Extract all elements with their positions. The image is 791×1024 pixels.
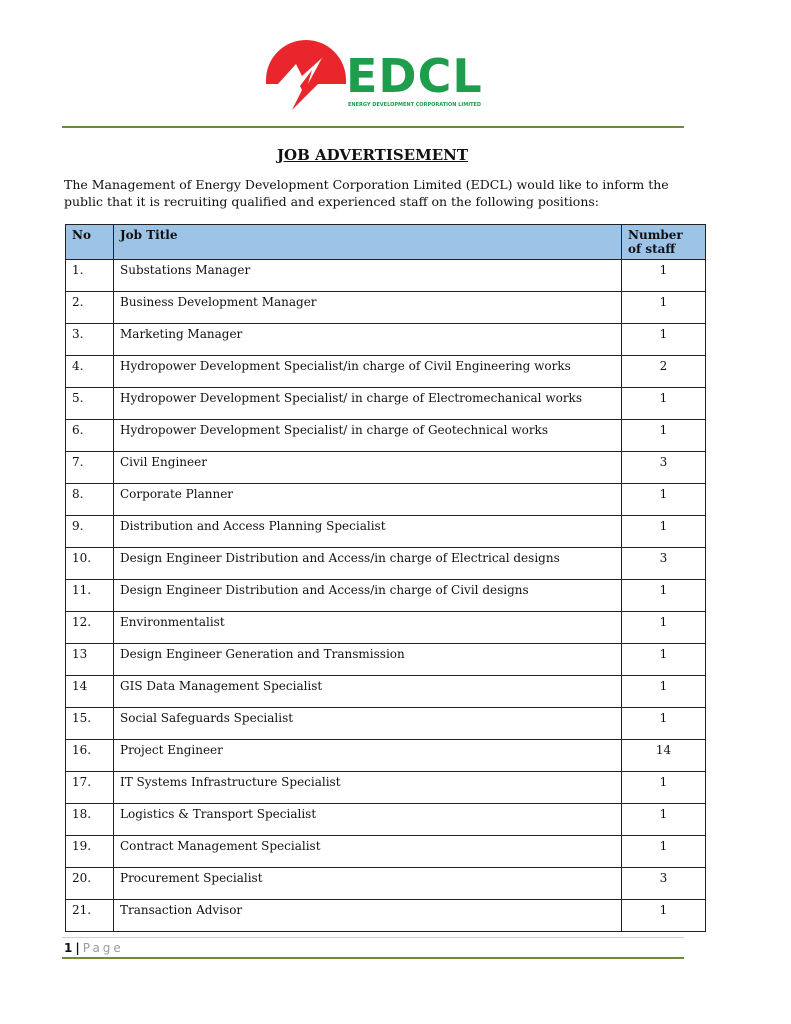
row-job-title: IT Systems Infrastructure Specialist [114,772,622,804]
row-staff-count: 3 [622,548,706,580]
table-row [66,612,706,644]
row-job-title: Hydropower Development Specialist/ in charge of Geotechnical works [114,420,622,452]
logo-wordmark: EDCL [346,49,482,103]
row-number: 8. [66,484,114,516]
intro-paragraph: The Management of Energy Development Corporation Limited (EDCL) would like to inform the public that it is recruiting qualified and experienced staff on the following positions: [64,177,669,209]
table-row [66,644,706,676]
row-number: 15. [66,708,114,740]
row-number: 16. [66,740,114,772]
table-row [66,580,706,612]
row-staff-count: 1 [622,836,706,868]
page-label: Page [82,941,124,955]
row-staff-count: 3 [622,452,706,484]
logo-tagline: ENERGY DEVELOPMENT CORPORATION LIMITED [348,102,482,108]
page-title: JOB ADVERTISEMENT [276,146,469,164]
row-number: 7. [66,452,114,484]
row-job-title: Contract Management Specialist [114,836,622,868]
table-row [66,292,706,324]
row-staff-count: 3 [622,868,706,900]
table-row [66,388,706,420]
row-staff-count: 1 [622,804,706,836]
row-staff-count: 1 [622,772,706,804]
row-staff-count: 2 [622,356,706,388]
table-row [66,452,706,484]
row-number: 18. [66,804,114,836]
row-job-title: Procurement Specialist [114,868,622,900]
row-number: 4. [66,356,114,388]
header-divider [62,126,684,128]
row-staff-count: 1 [622,516,706,548]
row-job-title: Environmentalist [114,612,622,644]
row-job-title: Corporate Planner [114,484,622,516]
row-staff-count: 1 [622,388,706,420]
row-number: 17. [66,772,114,804]
row-job-title: Marketing Manager [114,324,622,356]
table-row [66,676,706,708]
row-job-title: GIS Data Management Specialist [114,676,622,708]
table-row [66,804,706,836]
row-number: 11. [66,580,114,612]
row-number: 14 [66,676,114,708]
header-number: No [66,225,114,260]
row-number: 13 [66,644,114,676]
row-number: 19. [66,836,114,868]
table-row [66,356,706,388]
row-job-title: Hydropower Development Specialist/in charge of Civil Engineering works [114,356,622,388]
footer-divider [62,957,684,959]
edcl-logo [262,40,482,112]
row-number: 21. [66,900,114,932]
table-header-row [66,225,706,260]
positions-table [65,224,706,932]
row-staff-count: 1 [622,676,706,708]
row-number: 2. [66,292,114,324]
table-row [66,324,706,356]
footer-separator: | [75,941,80,955]
table-row [66,772,706,804]
row-number: 5. [66,388,114,420]
row-staff-count: 1 [622,420,706,452]
row-job-title: Substations Manager [114,260,622,292]
page-footer [64,941,124,955]
table-row [66,900,706,932]
row-staff-count: 1 [622,484,706,516]
row-job-title: Distribution and Access Planning Specialist [114,516,622,548]
table-row [66,516,706,548]
row-number: 20. [66,868,114,900]
table-row [66,548,706,580]
row-job-title: Civil Engineer [114,452,622,484]
table-row [66,708,706,740]
row-job-title: Project Engineer [114,740,622,772]
row-staff-count: 1 [622,292,706,324]
row-job-title: Design Engineer Distribution and Access/in charge of Electrical designs [114,548,622,580]
row-staff-count: 1 [622,708,706,740]
row-number: 10. [66,548,114,580]
row-number: 12. [66,612,114,644]
row-job-title: Transaction Advisor [114,900,622,932]
row-job-title: Logistics & Transport Specialist [114,804,622,836]
row-staff-count: 1 [622,644,706,676]
page-number: 1 [64,941,73,955]
row-staff-count: 1 [622,900,706,932]
table-row [66,420,706,452]
table-row [66,484,706,516]
row-number: 3. [66,324,114,356]
row-staff-count: 1 [622,612,706,644]
header-job-title: Job Title [114,225,622,260]
header-staff-count: Number of staff [622,225,706,260]
row-job-title: Design Engineer Distribution and Access/in charge of Civil designs [114,580,622,612]
table-row [66,740,706,772]
table-row [66,260,706,292]
row-job-title: Business Development Manager [114,292,622,324]
row-number: 6. [66,420,114,452]
row-staff-count: 1 [622,324,706,356]
row-job-title: Design Engineer Generation and Transmission [114,644,622,676]
row-job-title: Social Safeguards Specialist [114,708,622,740]
row-job-title: Hydropower Development Specialist/ in charge of Electromechanical works [114,388,622,420]
row-number: 1. [66,260,114,292]
row-number: 9. [66,516,114,548]
row-staff-count: 1 [622,260,706,292]
table-row [66,836,706,868]
row-staff-count: 14 [622,740,706,772]
footer-thin-divider [62,937,684,938]
table-row [66,868,706,900]
row-staff-count: 1 [622,580,706,612]
